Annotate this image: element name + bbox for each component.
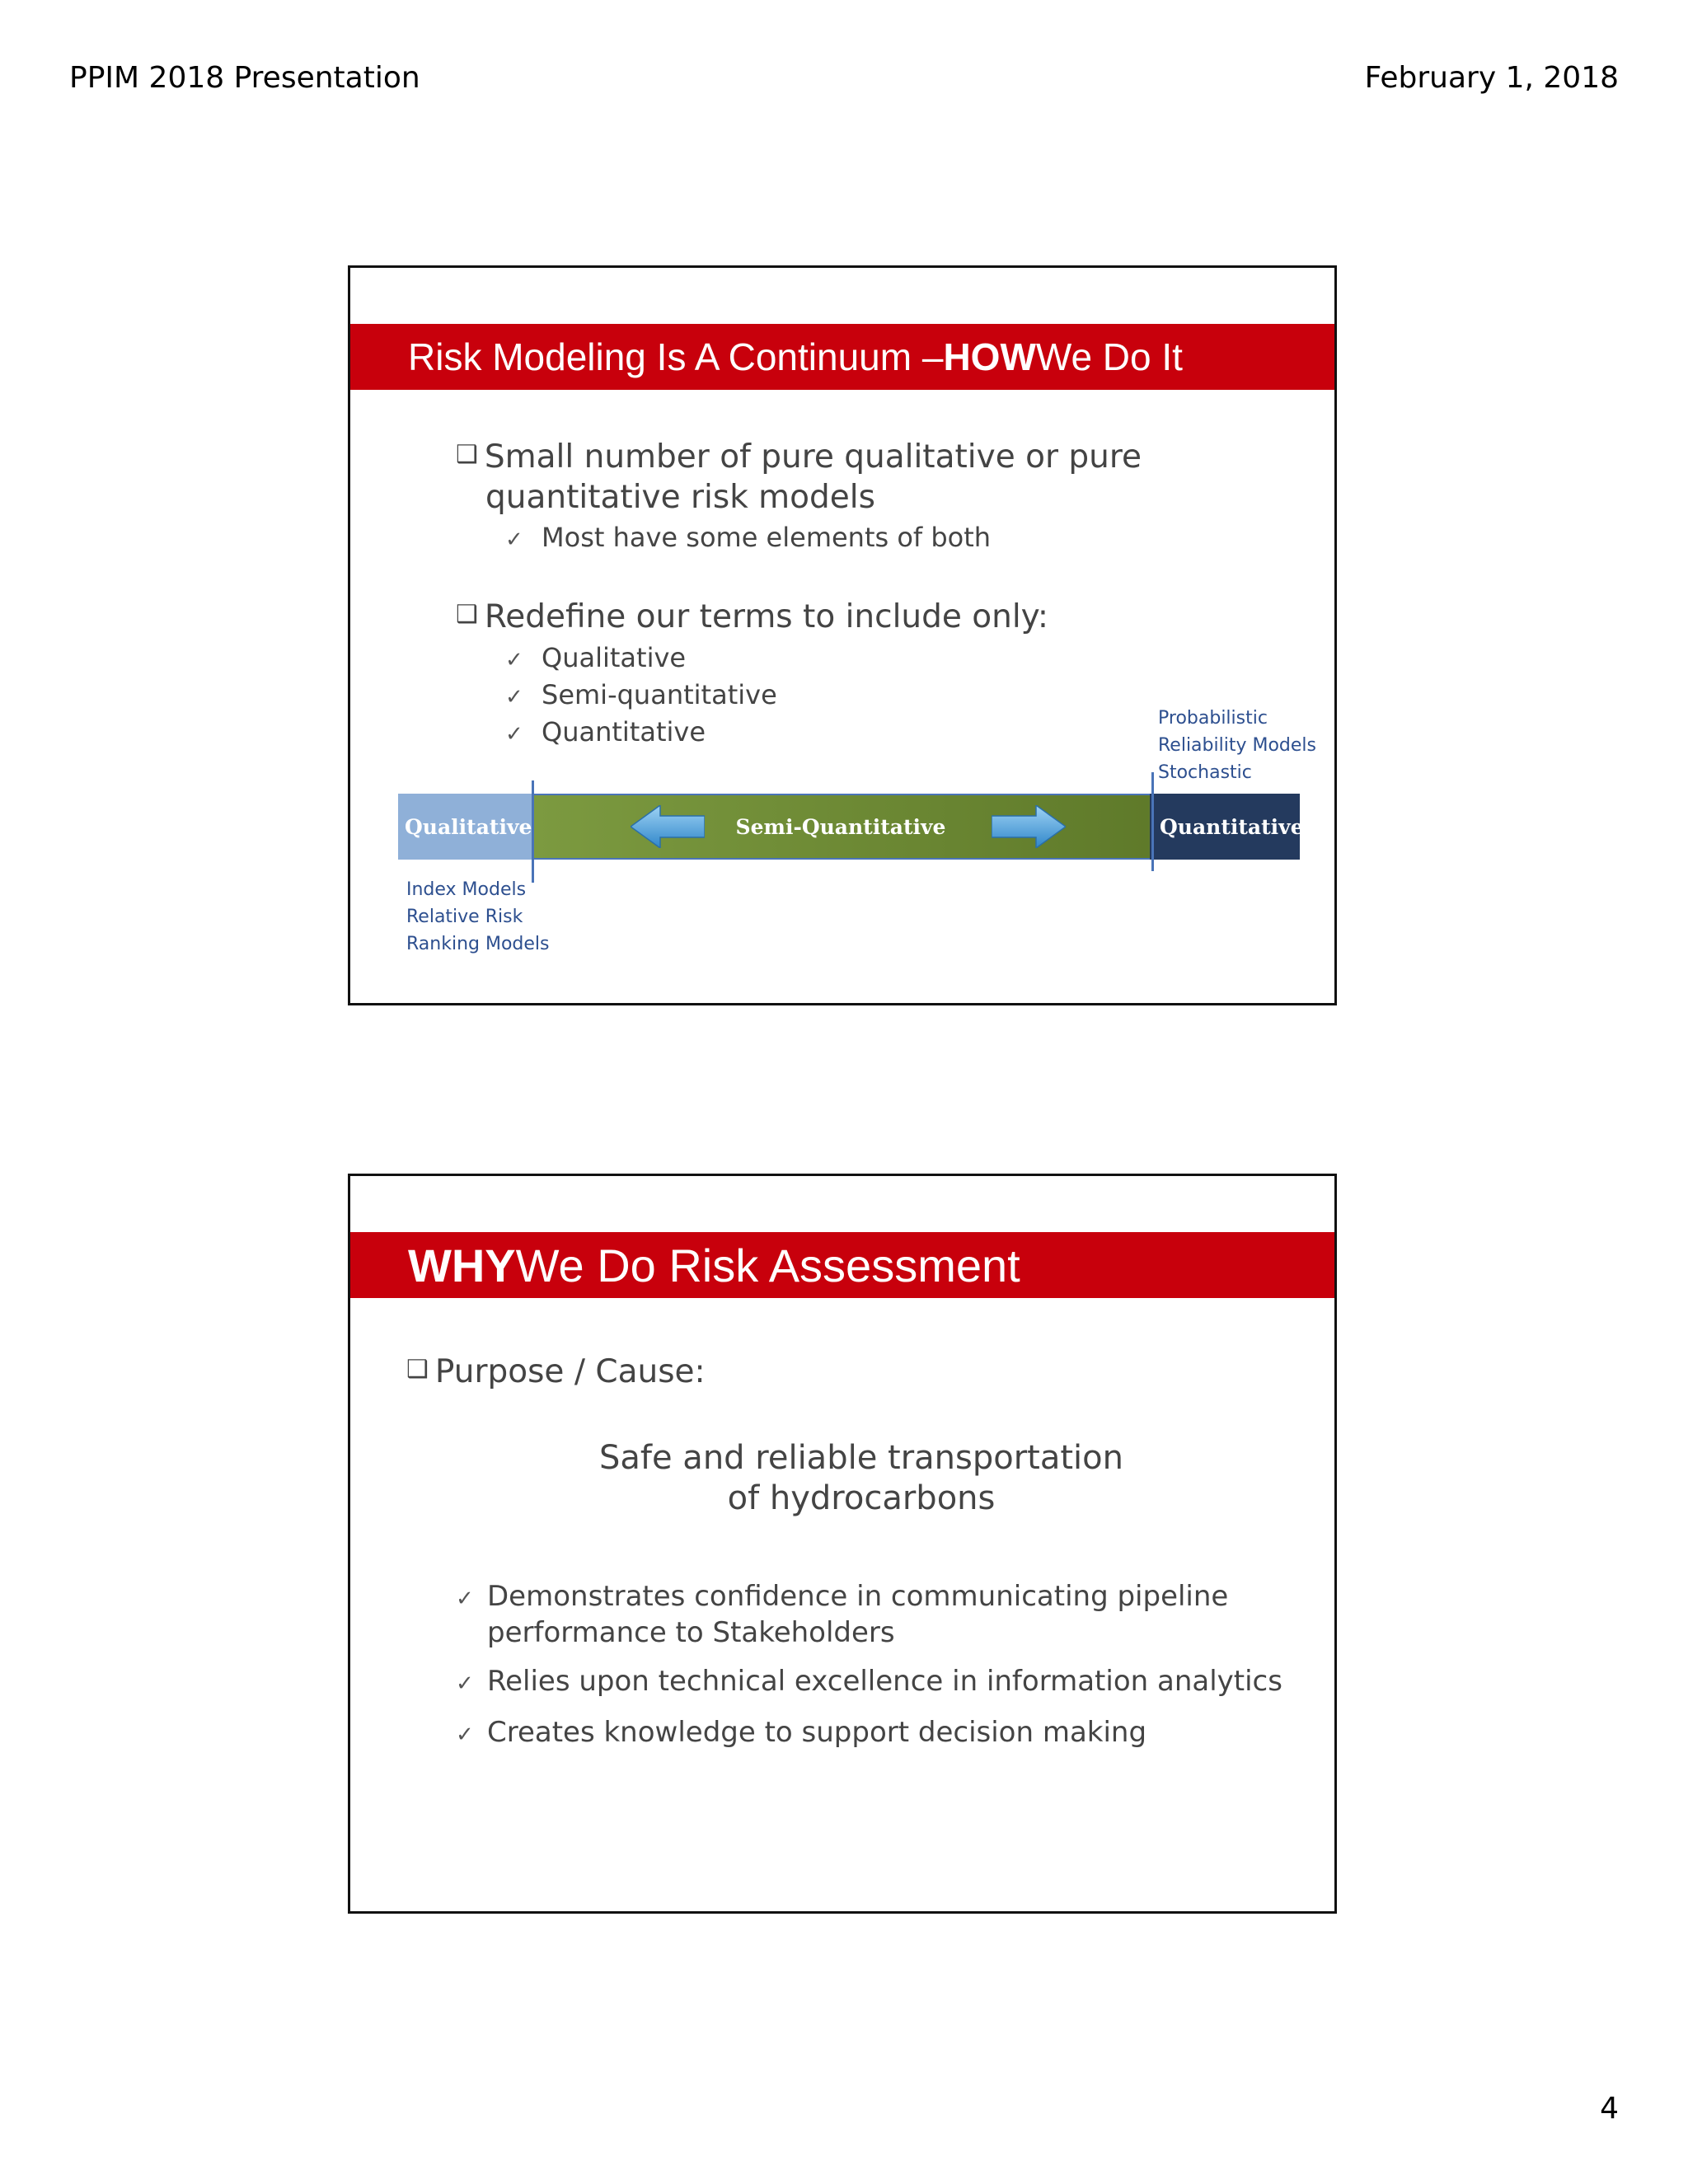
check-icon: ✓ xyxy=(456,1671,474,1696)
purpose-statement: Safe and reliable transportation of hydrocarbons xyxy=(599,1439,1123,1517)
arrow-right-icon xyxy=(992,805,1066,848)
slide-title xyxy=(350,1232,1334,1298)
title-text: We Do Risk Assessment xyxy=(515,1239,1020,1291)
title-emphasis: WHY xyxy=(408,1239,516,1291)
qualitative-examples: Index Models Relative Risk Ranking Models xyxy=(406,879,550,954)
list-item: ✓ Quantitative xyxy=(505,715,777,752)
sub-bullet-elements: ✓ Most have some elements of both xyxy=(505,520,991,557)
title-text: Risk Modeling Is A Continuum – xyxy=(408,335,944,378)
benefit-list xyxy=(456,1580,1282,1752)
bullet-redefine: ❑ Redefine our terms to include only: xyxy=(456,598,1049,635)
title-text-end: We Do It xyxy=(1035,335,1183,378)
quantitative-examples: Probabilistic Reliability Models Stochastic xyxy=(1158,708,1316,783)
check-icon: ✓ xyxy=(505,685,523,710)
continuum-qualitative: Qualitative xyxy=(398,794,532,860)
list-item: ✓ Creates knowledge to support decision making xyxy=(456,1716,1282,1752)
check-icon: ✓ xyxy=(456,1586,474,1611)
bullet-purpose: ❑ Purpose / Cause: xyxy=(406,1353,706,1390)
list-item: ✓ Qualitative xyxy=(505,640,777,677)
checkbox-bullet-icon: ❑ xyxy=(406,1355,429,1384)
continuum-divider xyxy=(1151,772,1154,871)
document-header-date: February 1, 2018 xyxy=(1364,61,1619,95)
list-item: ✓ Semi-quantitative xyxy=(505,677,777,715)
bullet-small-number: ❑ Small number of pure qualitative or pure quantitative risk models xyxy=(456,438,1142,516)
continuum-divider xyxy=(532,780,534,883)
slide-how xyxy=(348,265,1337,1005)
document-header-title: PPIM 2018 Presentation xyxy=(69,61,420,95)
check-icon: ✓ xyxy=(505,722,523,747)
slide-title xyxy=(350,324,1334,390)
page-number: 4 xyxy=(1600,2092,1619,2125)
check-icon: ✓ xyxy=(505,648,523,673)
title-emphasis: HOW xyxy=(943,335,1036,378)
continuum-middle-label: Semi-Quantitative xyxy=(735,814,946,839)
continuum-quantitative: Quantitative xyxy=(1150,794,1300,860)
list-item: ✓ Relies upon technical excellence in information analytics xyxy=(456,1665,1282,1701)
check-icon: ✓ xyxy=(505,527,523,552)
checkbox-bullet-icon: ❑ xyxy=(456,440,478,469)
slide-why xyxy=(348,1174,1337,1914)
sub-bullet-list xyxy=(505,640,777,752)
check-icon: ✓ xyxy=(456,1722,474,1747)
list-item: ✓ Demonstrates confidence in communicating pipeline performance to Stakeholders xyxy=(456,1580,1229,1649)
arrow-left-icon xyxy=(631,805,705,848)
checkbox-bullet-icon: ❑ xyxy=(456,600,478,629)
